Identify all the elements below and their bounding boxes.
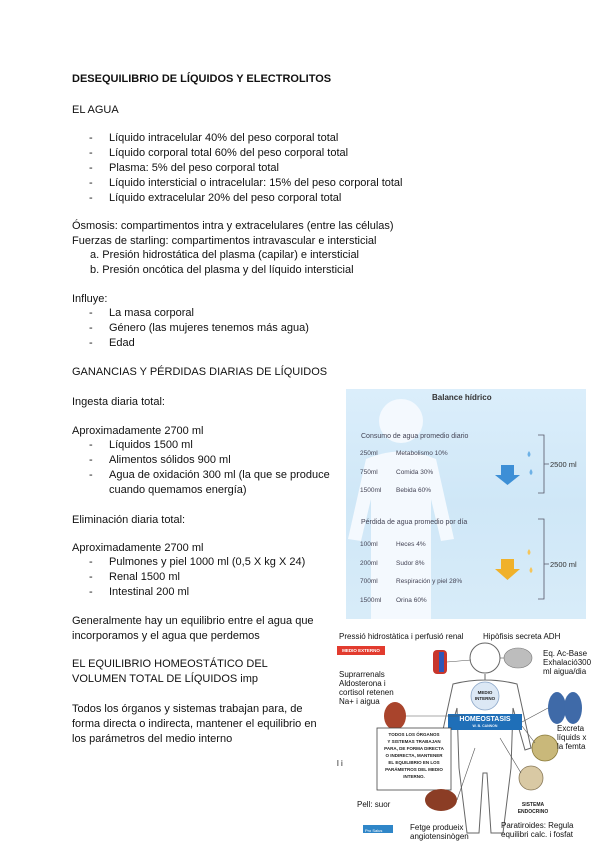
medio-interno-label: INTERNO xyxy=(474,696,496,701)
homeostasis-body-3: los parámetros del medio interno xyxy=(72,733,233,745)
list-item: a. Presión hidrostática del plasma (capilar) e intersticial xyxy=(90,249,360,261)
oxidation-continuation: cuando quemamos energía) xyxy=(109,484,247,496)
lungs-icon xyxy=(548,692,566,724)
adrenal-label: cortisol retenen xyxy=(339,688,394,697)
box-line: TODOS LOS ÓRGANOS xyxy=(388,732,440,737)
intake-ml: 250ml xyxy=(360,450,378,457)
intestines-icon xyxy=(532,735,558,761)
list-item: - Renal 1500 ml xyxy=(89,570,305,585)
loss-arrow-icon xyxy=(495,559,520,580)
box-line: INTERNO. xyxy=(403,774,425,779)
kidney-icon xyxy=(384,702,406,730)
list-item: - Pulmones y piel 1000 ml (0,5 X kg X 24) xyxy=(89,555,305,570)
loss-source: Orina 60% xyxy=(396,597,427,604)
homeostasis-body-1: Todos los órganos y sistemas trabajan para, de xyxy=(72,703,303,715)
medio-externo-label: MEDIO EXTERNO xyxy=(342,648,380,653)
medio-interno-label: MEDIO xyxy=(477,690,493,695)
page-title: DESEQUILIBRIO DE LÍQUIDOS Y ELECTROLITOS xyxy=(72,73,332,85)
list-item: - Intestinal 200 ml xyxy=(89,585,305,600)
loss-ml: 100ml xyxy=(360,541,378,548)
loss-total: 2500 ml xyxy=(550,560,577,569)
section-heading-water: EL AGUA xyxy=(72,104,119,116)
publisher-logo-text: Pro Salus xyxy=(365,828,383,833)
intake-ml: 1500ml xyxy=(360,487,382,494)
intake-source: Metabolismo 10% xyxy=(396,450,448,457)
excreta-label: líquids x xyxy=(557,733,587,742)
loss-source: Respiración y piel 28% xyxy=(396,578,463,585)
cropped-label: l i xyxy=(337,759,343,768)
list-item: - Alimentos sólidos 900 ml xyxy=(89,453,330,468)
starling-line: Fuerzas de starling: compartimentos intravascular e intersticial xyxy=(72,235,377,247)
elimination-list xyxy=(89,555,305,600)
loss-ml: 1500ml xyxy=(360,597,382,604)
renal-perfusion-label: Pressió hidrostàtica i perfusió renal xyxy=(339,632,464,641)
acid-base-label: Eq. Ac-Base xyxy=(543,649,588,658)
list-item: - Líquido extracelular 20% del peso corporal total xyxy=(89,191,403,206)
box-line: Y SISTEMAS TRABAJAN xyxy=(387,739,441,744)
box-line: O INDIRECTA, MANTENER xyxy=(385,753,443,758)
acid-base-label: Exhalació300 xyxy=(543,658,592,667)
loss-title: Pérdida de agua promedio por día xyxy=(361,519,468,526)
list-item: - Edad xyxy=(89,336,309,351)
intake-source: Comida 30% xyxy=(396,469,434,476)
brain-icon xyxy=(504,648,532,668)
loss-source: Heces 4% xyxy=(396,541,426,548)
homeostasis-heading-1: EL EQUILIBRIO HOMEOSTÁTICO DEL xyxy=(72,658,268,670)
list-item: - Líquido intersticial o intracelular: 15% del peso corporal total xyxy=(89,176,403,191)
excreta-label: la femta xyxy=(557,742,586,751)
loss-ml: 200ml xyxy=(360,560,378,567)
adh-label: Hipòfisis secreta ADH xyxy=(483,632,561,641)
liver-icon xyxy=(425,789,457,811)
box-line: PARÁMETROS DEL MEDIO xyxy=(385,767,443,772)
water-balance-figure xyxy=(346,389,586,619)
liver-label: Fetge produeix xyxy=(410,823,464,832)
balance-line-1: Generalmente hay un equilibrio entre el agua que xyxy=(72,615,314,627)
intake-source: Bebida 60% xyxy=(396,487,432,494)
influences-label: Influye: xyxy=(72,293,108,305)
homeostasis-heading-2: VOLUMEN TOTAL DE LÍQUIDOS imp xyxy=(72,673,259,685)
body-silhouette xyxy=(346,389,586,619)
list-item: - Plasma: 5% del peso corporal total xyxy=(89,161,403,176)
homeostasis-body-2: forma directa o indirecta, mantener el equilibrio en xyxy=(72,718,317,730)
list-item: - Género (las mujeres tenemos más agua) xyxy=(89,321,309,336)
section-heading-gains: GANANCIAS Y PÉRDIDAS DIARIAS DE LÍQUIDOS xyxy=(72,366,328,378)
list-item: b. Presión oncótica del plasma y del líquido intersticial xyxy=(90,264,354,276)
intake-approx: Aproximadamente 2700 ml xyxy=(72,425,204,437)
adrenal-label: Aldosterona i xyxy=(339,679,386,688)
intake-list xyxy=(89,438,330,483)
box-line: EL EQUILIBRIO EN LOS xyxy=(388,760,440,765)
balance-line-2: incorporamos y el agua que perdemos xyxy=(72,630,260,642)
box-line: PARA, DE FORMA DIRECTA xyxy=(384,746,444,751)
list-item: - Líquidos 1500 ml xyxy=(89,438,330,453)
pressure-list xyxy=(90,248,359,278)
drop-icon xyxy=(530,567,533,573)
adrenal-label: Na+ i aigua xyxy=(339,697,380,706)
elimination-label: Eliminación diaria total: xyxy=(72,514,186,526)
cannon-label: W. B. CANNON xyxy=(472,724,498,728)
parathyroid-label: equilibri calc. i fosfat xyxy=(501,830,574,839)
water-list xyxy=(89,131,403,206)
elimination-approx: Aproximadamente 2700 ml xyxy=(72,542,204,554)
excreta-label: Excreta xyxy=(557,724,585,733)
figure-title: Balance hídrico xyxy=(432,393,492,402)
intake-total: 2500 ml xyxy=(550,460,577,469)
intake-title: Consumo de agua promedio diario xyxy=(361,433,469,440)
intake-arrow-icon xyxy=(495,465,520,485)
homeostasis-label: HOMEOSTASIS xyxy=(459,716,511,723)
loss-ml: 700ml xyxy=(360,578,378,585)
endocrine-label: ENDOCRINO xyxy=(517,809,549,815)
drop-icon xyxy=(530,469,533,475)
drop-icon xyxy=(528,549,531,555)
adrenal-label: Suprarrenals xyxy=(339,670,385,679)
acid-base-label: ml aigua/dia xyxy=(543,667,587,676)
list-item: - La masa corporal xyxy=(89,306,309,321)
loss-source: Sudor 8% xyxy=(396,560,425,567)
list-item: - Agua de oxidación 300 ml (la que se produce xyxy=(89,468,330,483)
endocrine-label: SISTEMA xyxy=(521,802,545,808)
intake-label: Ingesta diaria total: xyxy=(72,396,165,408)
list-item: - Líquido intracelular 40% del peso corporal total xyxy=(89,131,403,146)
osmosis-line: Ósmosis: compartimentos intra y extracelulares (entre las células) xyxy=(72,220,394,232)
endocrine-icon xyxy=(519,766,543,790)
drop-icon xyxy=(528,451,531,457)
skin-label: Pell: suor xyxy=(357,800,391,809)
homeostasis-figure xyxy=(335,628,597,843)
liver-label: angiotensinògen xyxy=(410,832,469,841)
parathyroid-label: Paratiroides: Regula xyxy=(501,821,574,830)
influences-list xyxy=(89,306,309,351)
list-item: - Líquido corporal total 60% del peso corporal total xyxy=(89,146,403,161)
intake-ml: 750ml xyxy=(360,469,378,476)
